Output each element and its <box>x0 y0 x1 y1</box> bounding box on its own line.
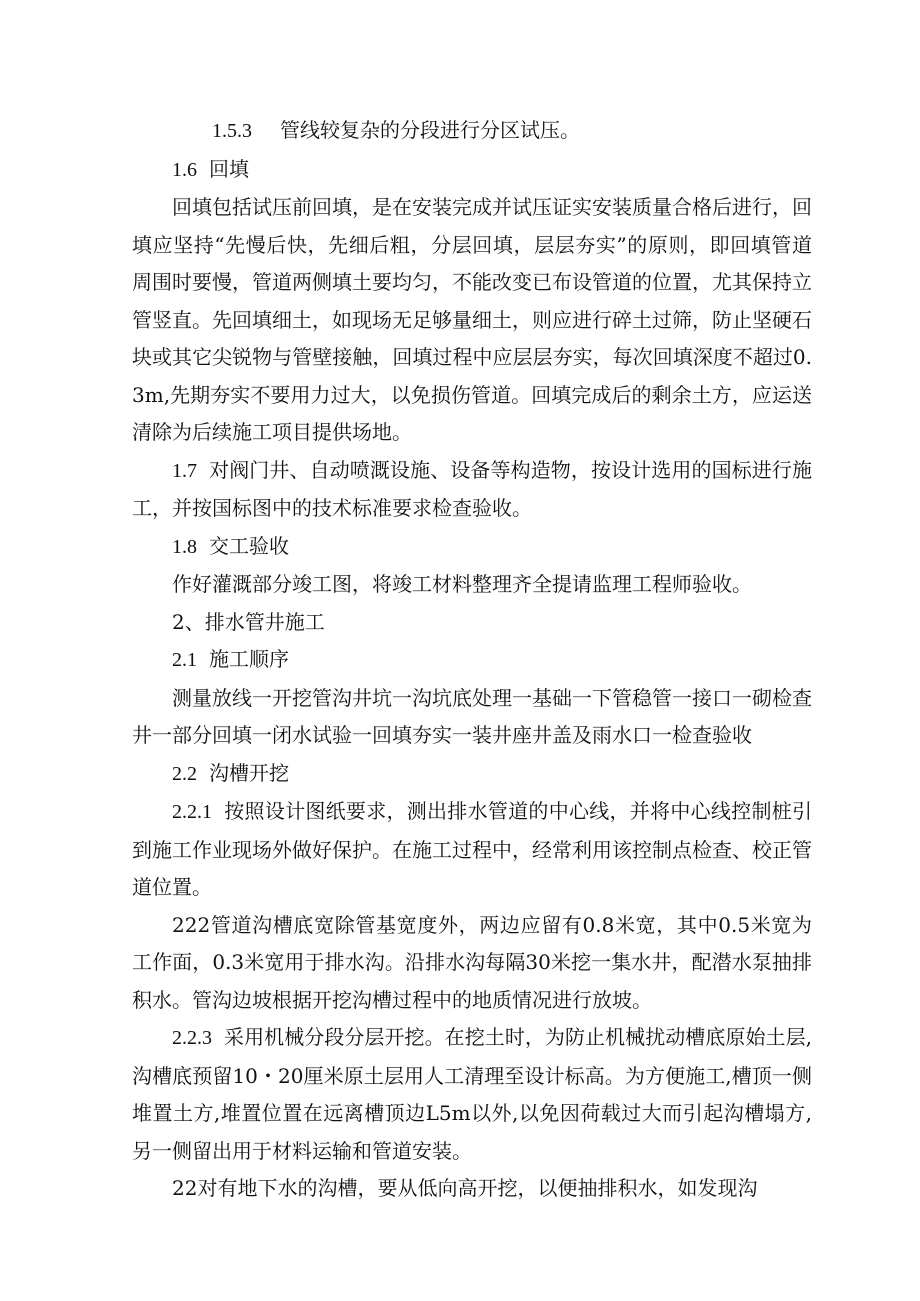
paragraph-completion <box>132 566 812 604</box>
paragraph-2-2-3 <box>132 1019 812 1170</box>
paragraph-2-2-1 <box>132 793 812 907</box>
heading-text: 沟槽开挖 <box>209 760 289 785</box>
paragraph-text: 测量放线一开挖管沟井坑一沟坑底处理一基础一下管稳管一接口一砌检查井一部分回填一闭水试验一回填夯实一装井座井盖及雨水口一检查验收 <box>132 685 812 747</box>
paragraph-sequence <box>132 680 812 755</box>
paragraph-22 <box>132 1170 812 1208</box>
section-number: 2.2.1 <box>172 801 212 823</box>
document-body <box>132 112 812 1208</box>
paragraph-text: 管线较复杂的分段进行分区试压。 <box>280 118 580 142</box>
paragraph-text: 采用机械分段分层开挖。在挖土时，为防止机械扰动槽底原始土层,沟槽底预留10・20厘米原土层用人工清理至设计标高。为方便施工,槽顶一侧堆置土方,堆置位置在远离槽顶边L5m以外,以免因荷载过大而引起沟槽塌方,另一侧留出用于材料运输和管道安装。 <box>132 1025 812 1163</box>
heading-text: 施工顺序 <box>209 647 289 671</box>
section-number: 2.2 <box>172 762 197 785</box>
heading-2 <box>132 604 812 642</box>
paragraph-text: 回填包括试压前回填，是在安装完成并试压证实安装质量合格后进行，回填应坚持“先慢后快，先细后粗，分层回填，层层夯实”的原则，即回填管道周围时要慢，管道两侧填土要均匀，不能改变已布设管道的位置，尤其保持立管竖直。先回填细土，如现场无足够量细土，则应进行碎土过筛，防止坚硬石块或其它尖锐物与管壁接触，回填过程中应层层夯实，每次回填深度不超过0.3m,先期夯实不要用力过大，以免损伤管道。回填完成后的剩余土方，应运送清除为后续施工项目提供场地。 <box>132 195 812 444</box>
paragraph-backfill <box>132 189 812 452</box>
heading-2-1 <box>132 641 812 680</box>
section-number: 2.1 <box>172 649 197 671</box>
paragraph-1-5-3 <box>132 112 812 151</box>
section-number: 1.5.3 <box>212 120 252 142</box>
paragraph-text: 对阀门井、自动喷溉设施、设备等构造物，按设计选用的国标进行施工，并按国标图中的技术标准要求检查验收。 <box>132 457 812 520</box>
heading-text: 交工验收 <box>209 533 289 558</box>
paragraph-text: 222管道沟槽底宽除管基宽度外，两边应留有0.8米宽，其中0.5米宽为工作面，0.3米宽用于排水沟。沿排水沟每隔30米挖一集水井，配潜水泵抽排积水。管沟边坡根据开挖沟槽过程中的地质情况进行放坡。 <box>132 912 812 1012</box>
section-number: 1.8 <box>172 535 197 558</box>
paragraph-1-7 <box>132 452 812 528</box>
paragraph-text: 按照设计图纸要求，测出排水管道的中心线，并将中心线控制桩引到施工作业现场外做好保护。在施工过程中，经常利用该控制点检查、校正管道位置。 <box>132 799 812 899</box>
heading-1-8 <box>132 528 812 567</box>
paragraph-text: 22对有地下水的沟槽，要从低向高开挖，以便抽排积水，如发现沟 <box>172 1176 758 1200</box>
paragraph-text: 作好灌溉部分竣工图，将竣工材料整理齐全提请监理工程师验收。 <box>172 572 752 596</box>
heading-2-2 <box>132 755 812 794</box>
section-number: 2.2.3 <box>172 1027 212 1049</box>
heading-text: 回填 <box>209 156 249 181</box>
section-number: 1.7 <box>172 459 197 482</box>
paragraph-222 <box>132 907 812 1020</box>
heading-1-6 <box>132 151 812 190</box>
section-number: 1.6 <box>172 158 197 181</box>
heading-text: 2、排水管井施工 <box>172 609 325 634</box>
